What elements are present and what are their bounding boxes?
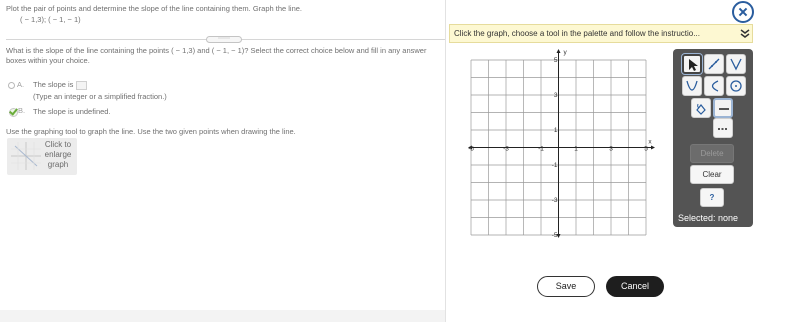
y-axis-label: y	[563, 49, 567, 56]
choice-b-text: The slope is undefined.	[33, 107, 111, 116]
y-axis-arrow-icon	[557, 49, 561, 53]
choice-a-text: The slope is	[33, 80, 74, 89]
circle-icon	[729, 79, 743, 93]
bottom-strip	[0, 310, 445, 322]
points-text: ( − 1,3); ( − 1, − 1)	[20, 15, 81, 24]
graph-canvas[interactable]	[464, 48, 664, 239]
cancel-button[interactable]: Cancel	[606, 276, 664, 297]
dashed-line-icon	[716, 121, 730, 135]
tool-palette	[673, 49, 753, 227]
x-tick-label: -5	[468, 145, 474, 153]
y-tick-label: 3	[553, 92, 558, 99]
checkmark-icon[interactable]	[8, 107, 17, 116]
coordinate-grid[interactable]	[464, 48, 664, 239]
graph-instruction: Use the graphing tool to graph the line. Use the two given points when drawing the line.	[6, 127, 296, 136]
save-button[interactable]: Save	[537, 276, 595, 297]
banner-text: Click the graph, choose a tool in the palette and follow the instructio...	[454, 29, 700, 38]
enlarge-graph-button[interactable]	[7, 138, 77, 175]
slope-answer-box[interactable]	[76, 81, 87, 90]
y-tick-label: -1	[551, 162, 558, 169]
choice-a-hint: (Type an integer or a simplified fraction.)	[33, 92, 167, 101]
pointer-icon	[686, 58, 700, 72]
line-icon	[707, 57, 721, 71]
vee-icon	[729, 57, 743, 71]
tool-curve[interactable]	[704, 76, 724, 96]
curve-icon	[707, 79, 721, 93]
tool-shade[interactable]	[691, 98, 711, 118]
x-tick-label: 3	[609, 145, 613, 153]
tool-line[interactable]	[704, 54, 724, 74]
parabola-icon	[685, 79, 699, 93]
choice-a[interactable]	[8, 80, 24, 89]
x-tick-label: -3	[503, 145, 509, 153]
solid-line-icon	[717, 102, 731, 116]
choice-a-letter: A.	[17, 80, 25, 89]
graph-thumbnail-icon	[11, 142, 41, 170]
clear-button[interactable]: Clear	[690, 165, 734, 184]
choice-a-radio[interactable]	[8, 82, 15, 89]
x-tick-label: -1	[538, 145, 544, 153]
tool-circle[interactable]	[726, 76, 746, 96]
x-tick-label: 1	[574, 145, 578, 153]
problem-instruction: Plot the pair of points and determine the slope of the line containing them. Graph the line.	[6, 4, 303, 13]
enlarge-graph-label: Click to enlarge graph	[44, 140, 72, 169]
x-tick-label: 5	[644, 145, 648, 153]
divider-handle[interactable]: ⋯⋯	[206, 36, 242, 43]
y-tick-label: 5	[553, 57, 558, 64]
tool-absolute-value[interactable]	[726, 54, 746, 74]
chevron-down-icon[interactable]	[739, 29, 751, 39]
close-icon[interactable]	[732, 1, 754, 23]
question-text: What is the slope of the line containing the points ( − 1,3) and ( − 1, − 1)? Select the correct choice below and fill in any answer boxes within your choice.	[6, 46, 427, 65]
help-button[interactable]: ?	[700, 188, 724, 207]
shade-icon	[694, 101, 708, 115]
selected-status: Selected: none	[678, 213, 739, 223]
choice-b[interactable]	[8, 106, 25, 116]
y-tick-label: 1	[553, 127, 558, 134]
tool-pointer[interactable]	[682, 54, 702, 74]
x-axis-arrow-icon	[651, 146, 655, 150]
x-axis-label: x	[648, 138, 652, 146]
graph-tool-panel	[445, 0, 800, 322]
choice-a-label	[33, 80, 87, 90]
choice-b-letter: B.	[18, 106, 26, 115]
y-tick-label: -5	[551, 232, 558, 239]
y-tick-label: -3	[551, 197, 558, 204]
instruction-banner[interactable]	[449, 24, 753, 43]
delete-button[interactable]: Delete	[690, 144, 734, 163]
tool-dashed-line[interactable]	[713, 118, 733, 138]
tool-solid-line[interactable]	[713, 98, 733, 118]
tool-parabola[interactable]	[682, 76, 702, 96]
